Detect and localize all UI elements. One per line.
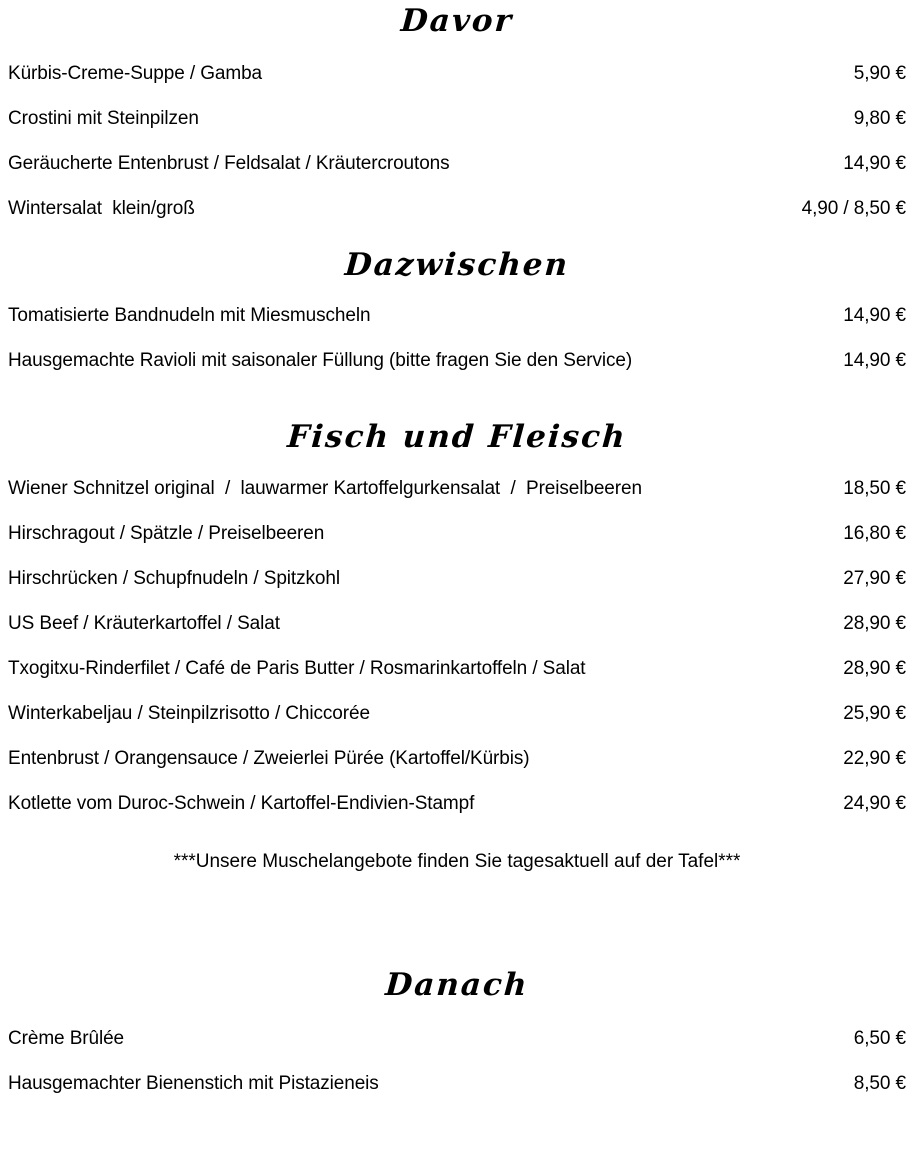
menu-item-price: 8,50 € xyxy=(853,1073,906,1094)
menu-item xyxy=(8,479,906,499)
menu-item xyxy=(8,1029,906,1049)
menu-item-name: US Beef / Kräuterkartoffel / Salat xyxy=(8,613,280,634)
menu-item-name: Hirschragout / Spätzle / Preiselbeeren xyxy=(8,523,325,544)
menu-item-name: Crème Brûlée xyxy=(8,1028,125,1049)
menu-item-price: 18,50 € xyxy=(843,478,906,499)
menu-item-price: 28,90 € xyxy=(843,613,906,634)
section-title-dazwischen: Dazwischen xyxy=(343,247,571,283)
menu-item xyxy=(8,199,906,219)
menu-item xyxy=(8,794,906,814)
menu-item-name: Geräucherte Entenbrust / Feldsalat / Kräutercroutons xyxy=(8,153,450,174)
menu-item xyxy=(8,659,906,679)
section-fisch-und-fleisch-items xyxy=(8,479,906,814)
menu-item-name: Tomatisierte Bandnudeln mit Miesmuscheln xyxy=(8,305,371,326)
menu-page xyxy=(0,2,920,1174)
section-title-davor: Davor xyxy=(399,3,515,39)
menu-item xyxy=(8,306,906,326)
menu-item xyxy=(8,524,906,544)
menu-item-price: 25,90 € xyxy=(843,703,906,724)
section-dazwischen-items xyxy=(8,306,906,371)
menu-item-price: 28,90 € xyxy=(843,658,906,679)
menu-item-price: 14,90 € xyxy=(843,350,906,371)
menu-item-name: Kotlette vom Duroc-Schwein / Kartoffel-Endivien-Stampf xyxy=(8,793,475,814)
menu-item-name: Wiener Schnitzel original / lauwarmer Kartoffelgurkensalat / Preiselbeeren xyxy=(8,478,642,499)
menu-item xyxy=(8,749,906,769)
menu-item-price: 16,80 € xyxy=(843,523,906,544)
menu-item-price: 24,90 € xyxy=(843,793,906,814)
menu-item-name: Hausgemachte Ravioli mit saisonaler Füllung (bitte fragen Sie den Service) xyxy=(8,350,633,371)
menu-item-price: 14,90 € xyxy=(843,153,906,174)
menu-item-name: Txogitxu-Rinderfilet / Café de Paris Butter / Rosmarinkartoffeln / Salat xyxy=(8,658,586,679)
menu-item-price: 5,90 € xyxy=(853,63,906,84)
menu-item xyxy=(8,109,906,129)
menu-item xyxy=(8,614,906,634)
menu-item xyxy=(8,64,906,84)
menu-item-price: 22,90 € xyxy=(843,748,906,769)
menu-item xyxy=(8,569,906,589)
section-davor-items xyxy=(8,64,906,219)
menu-item-price: 9,80 € xyxy=(853,108,906,129)
menu-item-name: Winterkabeljau / Steinpilzrisotto / Chiccorée xyxy=(8,703,370,724)
menu-item xyxy=(8,704,906,724)
mussel-specials-note: ***Unsere Muschelangebote finden Sie tagesaktuell auf der Tafel*** xyxy=(173,851,741,872)
menu-item xyxy=(8,351,906,371)
menu-item-name: Entenbrust / Orangensauce / Zweierlei Pürée (Kartoffel/Kürbis) xyxy=(8,748,530,769)
menu-item-price: 14,90 € xyxy=(843,305,906,326)
menu-item-name: Hirschrücken / Schupfnudeln / Spitzkohl xyxy=(8,568,340,589)
section-title-danach: Danach xyxy=(384,967,530,1003)
section-danach-items xyxy=(8,1029,906,1094)
section-title-fisch-und-fleisch: Fisch und Fleisch xyxy=(286,419,628,455)
menu-item-name: Kürbis-Creme-Suppe / Gamba xyxy=(8,63,263,84)
menu-item-name: Crostini mit Steinpilzen xyxy=(8,108,199,129)
menu-item-price: 27,90 € xyxy=(843,568,906,589)
menu-item-name: Wintersalat klein/groß xyxy=(8,198,195,219)
menu-item-name: Hausgemachter Bienenstich mit Pistazieneis xyxy=(8,1073,379,1094)
menu-item xyxy=(8,1074,906,1094)
menu-item xyxy=(8,154,906,174)
menu-item-price: 4,90 / 8,50 € xyxy=(801,198,906,219)
menu-item-price: 6,50 € xyxy=(853,1028,906,1049)
